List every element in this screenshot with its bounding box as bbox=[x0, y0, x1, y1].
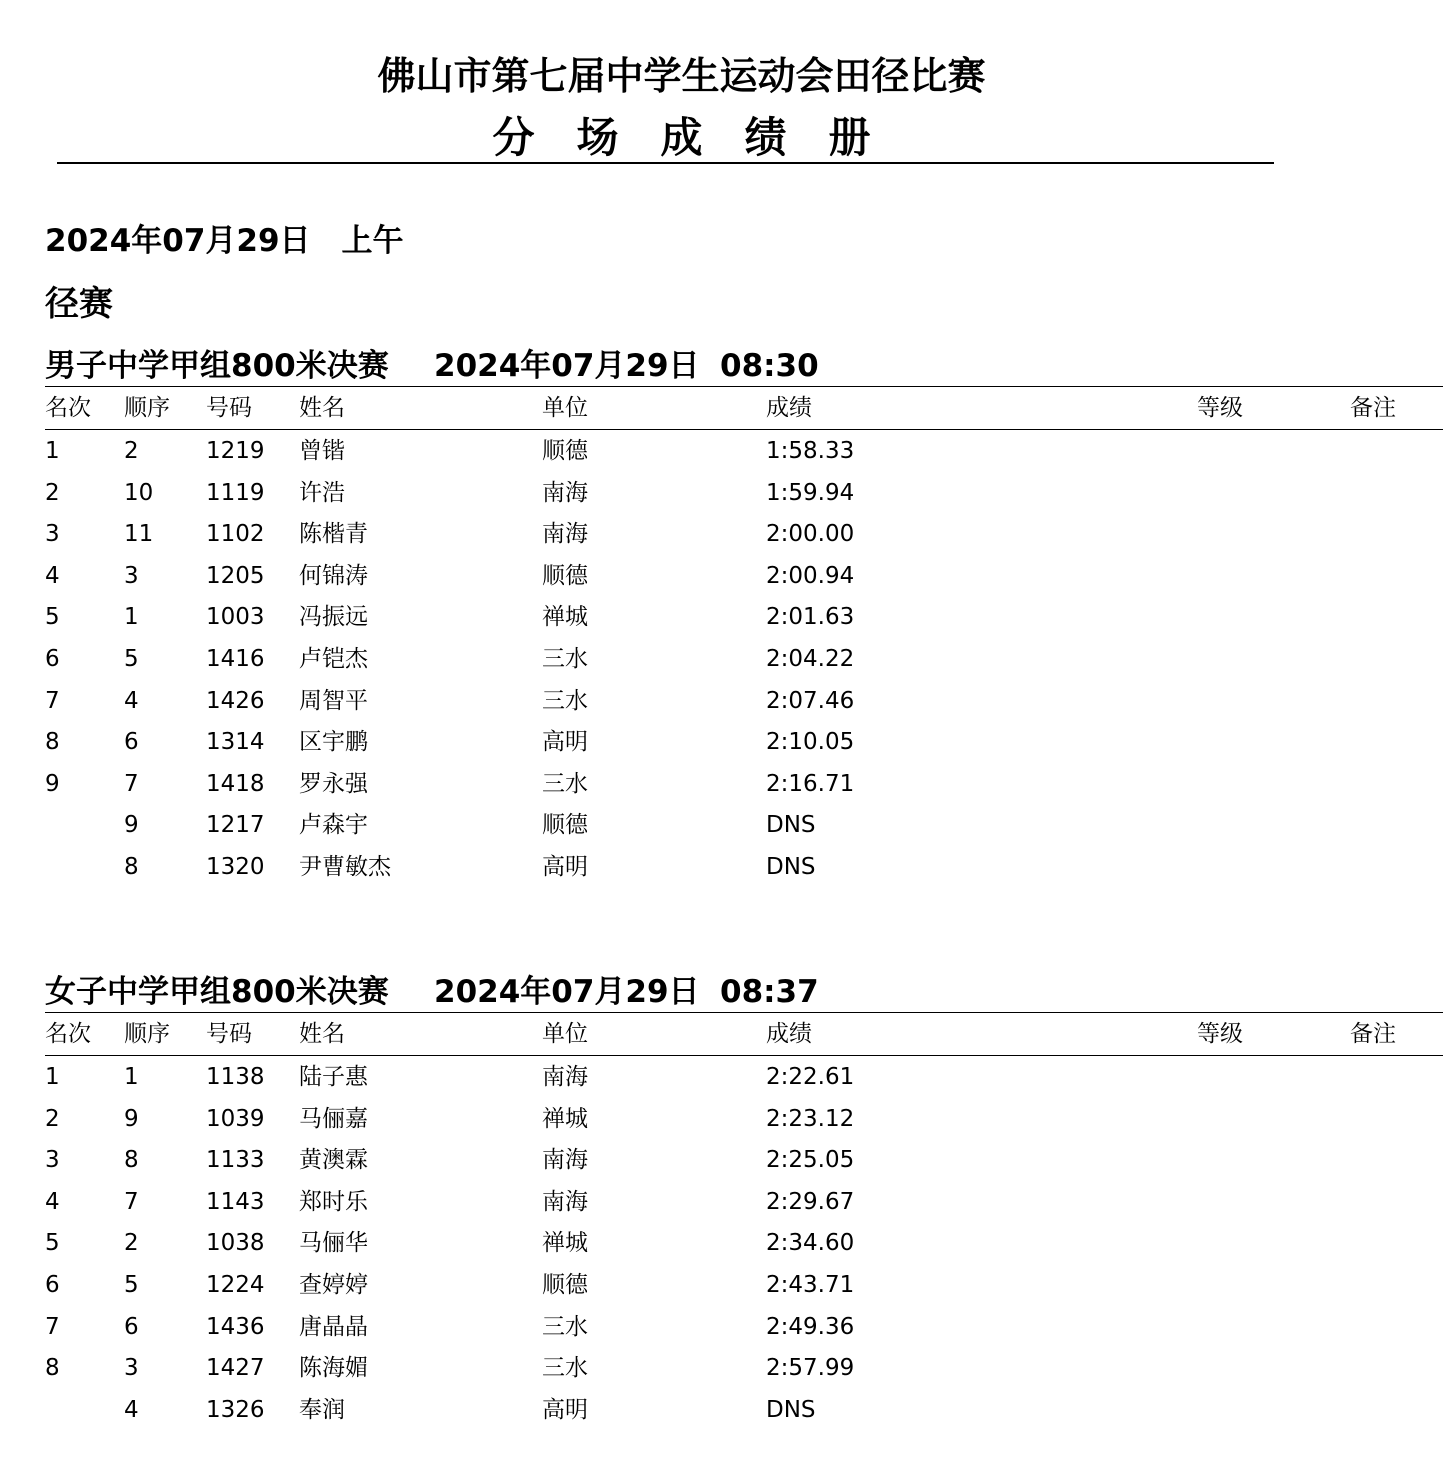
cell-bib: 1143 bbox=[206, 1188, 265, 1215]
cell-rank: 7 bbox=[45, 1313, 60, 1340]
cell-rank: 3 bbox=[45, 521, 60, 548]
cell-bib: 1314 bbox=[206, 729, 265, 756]
table-row bbox=[0, 1182, 1443, 1223]
cell-name: 区宇鹏 bbox=[299, 729, 368, 756]
cell-bib: 1119 bbox=[206, 479, 265, 506]
cell-result: 2:49.36 bbox=[766, 1313, 855, 1340]
cell-order: 7 bbox=[124, 1188, 139, 1215]
column-header-bib: 号码 bbox=[206, 395, 252, 421]
cell-result: 1:58.33 bbox=[766, 438, 855, 464]
cell-unit: 南海 bbox=[542, 479, 588, 506]
cell-order: 5 bbox=[124, 646, 139, 672]
cell-result: 2:29.67 bbox=[766, 1188, 855, 1215]
cell-rank: 6 bbox=[45, 1272, 60, 1298]
column-header-unit: 单位 bbox=[542, 395, 588, 421]
cell-name: 卢森宇 bbox=[299, 812, 368, 839]
event-date: 2024年07月29日 bbox=[434, 348, 700, 384]
document-title: 佛山市第七届中学生运动会田径比赛 bbox=[377, 54, 986, 98]
cell-rank: 9 bbox=[45, 770, 60, 797]
cell-result: 2:22.61 bbox=[766, 1064, 855, 1090]
cell-rank: 8 bbox=[45, 1355, 60, 1382]
cell-bib: 1205 bbox=[206, 562, 265, 589]
cell-result: 2:57.99 bbox=[766, 1355, 855, 1382]
cell-result: 2:00.00 bbox=[766, 521, 855, 548]
cell-unit: 顺德 bbox=[542, 812, 588, 839]
cell-order: 8 bbox=[124, 1147, 139, 1174]
title-rule bbox=[57, 162, 1274, 164]
cell-bib: 1224 bbox=[206, 1272, 265, 1298]
cell-unit: 禅城 bbox=[542, 1230, 588, 1257]
cell-bib: 1418 bbox=[206, 770, 265, 797]
cell-unit: 高明 bbox=[542, 729, 588, 756]
cell-bib: 1217 bbox=[206, 812, 265, 839]
cell-unit: 南海 bbox=[542, 1188, 588, 1215]
cell-unit: 南海 bbox=[542, 521, 588, 548]
table-row bbox=[0, 1390, 1443, 1431]
cell-order: 9 bbox=[124, 812, 139, 839]
column-header-order: 顺序 bbox=[124, 395, 170, 421]
cell-rank: 5 bbox=[45, 604, 60, 631]
cell-order: 3 bbox=[124, 1355, 139, 1382]
header-rule-bottom bbox=[45, 429, 1443, 430]
document-subtitle: 分场成绩册 bbox=[492, 113, 913, 162]
cell-bib: 1138 bbox=[206, 1064, 265, 1090]
cell-unit: 禅城 bbox=[542, 604, 588, 631]
cell-result: DNS bbox=[766, 1396, 816, 1423]
cell-bib: 1426 bbox=[206, 687, 265, 714]
column-header-name: 姓名 bbox=[299, 1021, 345, 1047]
column-header-result: 成绩 bbox=[766, 395, 812, 421]
cell-order: 2 bbox=[124, 1230, 139, 1257]
column-header-result: 成绩 bbox=[766, 1021, 812, 1047]
header-rule-bottom bbox=[45, 1055, 1443, 1056]
header-rule-top bbox=[45, 1012, 1443, 1013]
cell-bib: 1436 bbox=[206, 1313, 265, 1340]
cell-rank: 8 bbox=[45, 729, 60, 756]
table-row bbox=[0, 514, 1443, 555]
cell-name: 奉润 bbox=[299, 1396, 345, 1423]
cell-bib: 1038 bbox=[206, 1230, 265, 1257]
cell-order: 1 bbox=[124, 1064, 139, 1090]
table-row bbox=[0, 1057, 1443, 1098]
column-header-note: 备注 bbox=[1350, 395, 1396, 421]
cell-unit: 南海 bbox=[542, 1064, 588, 1090]
cell-order: 1 bbox=[124, 604, 139, 631]
cell-name: 卢铠杰 bbox=[299, 646, 368, 672]
column-header-bib: 号码 bbox=[206, 1021, 252, 1047]
table-row bbox=[0, 1140, 1443, 1181]
cell-result: 2:10.05 bbox=[766, 729, 855, 756]
cell-rank: 4 bbox=[45, 562, 60, 589]
cell-rank: 2 bbox=[45, 1105, 60, 1132]
cell-unit: 高明 bbox=[542, 854, 588, 880]
cell-unit: 顺德 bbox=[542, 1272, 588, 1298]
cell-unit: 三水 bbox=[542, 687, 588, 714]
cell-order: 9 bbox=[124, 1105, 139, 1132]
category-heading: 径赛 bbox=[45, 284, 113, 324]
column-header-grade: 等级 bbox=[1197, 395, 1243, 421]
cell-unit: 顺德 bbox=[542, 438, 588, 464]
cell-order: 8 bbox=[124, 854, 139, 880]
table-row bbox=[0, 473, 1443, 514]
cell-bib: 1133 bbox=[206, 1147, 265, 1174]
cell-unit: 三水 bbox=[542, 770, 588, 797]
cell-result: 2:01.63 bbox=[766, 604, 855, 631]
cell-result: 2:43.71 bbox=[766, 1272, 855, 1298]
cell-name: 陈海媚 bbox=[299, 1355, 368, 1382]
cell-order: 3 bbox=[124, 562, 139, 589]
cell-result: 2:25.05 bbox=[766, 1147, 855, 1174]
cell-rank: 4 bbox=[45, 1188, 60, 1215]
cell-name: 陆子惠 bbox=[299, 1064, 368, 1090]
table-row bbox=[0, 805, 1443, 846]
column-header-note: 备注 bbox=[1350, 1021, 1396, 1047]
cell-order: 6 bbox=[124, 1313, 139, 1340]
cell-rank: 6 bbox=[45, 646, 60, 672]
table-row bbox=[0, 556, 1443, 597]
cell-name: 查婷婷 bbox=[299, 1272, 368, 1298]
column-header-grade: 等级 bbox=[1197, 1021, 1243, 1047]
cell-bib: 1039 bbox=[206, 1105, 265, 1132]
cell-unit: 三水 bbox=[542, 1355, 588, 1382]
cell-unit: 南海 bbox=[542, 1147, 588, 1174]
event-date: 2024年07月29日 bbox=[434, 974, 700, 1010]
event-name: 女子中学甲组800米决赛 bbox=[45, 974, 389, 1010]
cell-name: 何锦涛 bbox=[299, 562, 368, 589]
cell-name: 唐晶晶 bbox=[299, 1313, 368, 1340]
table-row bbox=[0, 847, 1443, 888]
cell-name: 尹曹敏杰 bbox=[299, 854, 391, 880]
cell-unit: 高明 bbox=[542, 1396, 588, 1423]
cell-result: 2:04.22 bbox=[766, 646, 855, 672]
cell-rank: 1 bbox=[45, 1064, 60, 1090]
table-row bbox=[0, 764, 1443, 805]
event-time: 08:37 bbox=[720, 974, 819, 1010]
cell-result: 1:59.94 bbox=[766, 479, 855, 506]
cell-result: DNS bbox=[766, 854, 816, 880]
cell-name: 马俪嘉 bbox=[299, 1105, 368, 1132]
table-row bbox=[0, 639, 1443, 680]
cell-bib: 1320 bbox=[206, 854, 265, 880]
cell-unit: 三水 bbox=[542, 1313, 588, 1340]
event-name: 男子中学甲组800米决赛 bbox=[45, 348, 389, 384]
cell-rank: 5 bbox=[45, 1230, 60, 1257]
table-row bbox=[0, 1223, 1443, 1264]
cell-order: 7 bbox=[124, 770, 139, 797]
table-row bbox=[0, 681, 1443, 722]
cell-bib: 1427 bbox=[206, 1355, 265, 1382]
cell-rank: 7 bbox=[45, 687, 60, 714]
table-row bbox=[0, 1307, 1443, 1348]
cell-result: DNS bbox=[766, 812, 816, 839]
cell-name: 罗永强 bbox=[299, 770, 368, 797]
cell-result: 2:23.12 bbox=[766, 1105, 855, 1132]
cell-name: 马俪华 bbox=[299, 1230, 368, 1257]
column-header-unit: 单位 bbox=[542, 1021, 588, 1047]
cell-bib: 1416 bbox=[206, 646, 265, 672]
cell-order: 5 bbox=[124, 1272, 139, 1298]
cell-result: 2:00.94 bbox=[766, 562, 855, 589]
column-header-order: 顺序 bbox=[124, 1021, 170, 1047]
table-row bbox=[0, 722, 1443, 763]
column-header-rank: 名次 bbox=[45, 395, 91, 421]
table-row bbox=[0, 431, 1443, 472]
column-headers bbox=[0, 388, 1443, 428]
cell-bib: 1102 bbox=[206, 521, 265, 548]
cell-unit: 三水 bbox=[542, 646, 588, 672]
column-header-rank: 名次 bbox=[45, 1021, 91, 1047]
event-time: 08:30 bbox=[720, 348, 819, 384]
column-headers bbox=[0, 1014, 1443, 1054]
cell-name: 郑时乐 bbox=[299, 1188, 368, 1215]
cell-result: 2:07.46 bbox=[766, 687, 855, 714]
cell-name: 曾锴 bbox=[299, 438, 345, 464]
cell-unit: 顺德 bbox=[542, 562, 588, 589]
cell-name: 冯振远 bbox=[299, 604, 368, 631]
table-row bbox=[0, 1265, 1443, 1306]
cell-name: 许浩 bbox=[299, 479, 345, 506]
cell-order: 11 bbox=[124, 521, 154, 548]
cell-rank: 2 bbox=[45, 479, 60, 506]
cell-order: 4 bbox=[124, 1396, 139, 1423]
cell-rank: 1 bbox=[45, 438, 60, 464]
cell-bib: 1003 bbox=[206, 604, 265, 631]
cell-unit: 禅城 bbox=[542, 1105, 588, 1132]
cell-bib: 1219 bbox=[206, 438, 265, 464]
table-row bbox=[0, 1099, 1443, 1140]
cell-order: 10 bbox=[124, 479, 154, 506]
date-session: 2024年07月29日 上午 bbox=[45, 223, 404, 259]
table-row bbox=[0, 1348, 1443, 1389]
header-rule-top bbox=[45, 386, 1443, 387]
cell-order: 2 bbox=[124, 438, 139, 464]
cell-result: 2:34.60 bbox=[766, 1230, 855, 1257]
column-header-name: 姓名 bbox=[299, 395, 345, 421]
cell-order: 4 bbox=[124, 687, 139, 714]
cell-rank: 3 bbox=[45, 1147, 60, 1174]
cell-order: 6 bbox=[124, 729, 139, 756]
table-row bbox=[0, 597, 1443, 638]
cell-result: 2:16.71 bbox=[766, 770, 855, 797]
cell-name: 陈楷青 bbox=[299, 521, 368, 548]
cell-bib: 1326 bbox=[206, 1396, 265, 1423]
cell-name: 周智平 bbox=[299, 687, 368, 714]
cell-name: 黄澳霖 bbox=[299, 1147, 368, 1174]
